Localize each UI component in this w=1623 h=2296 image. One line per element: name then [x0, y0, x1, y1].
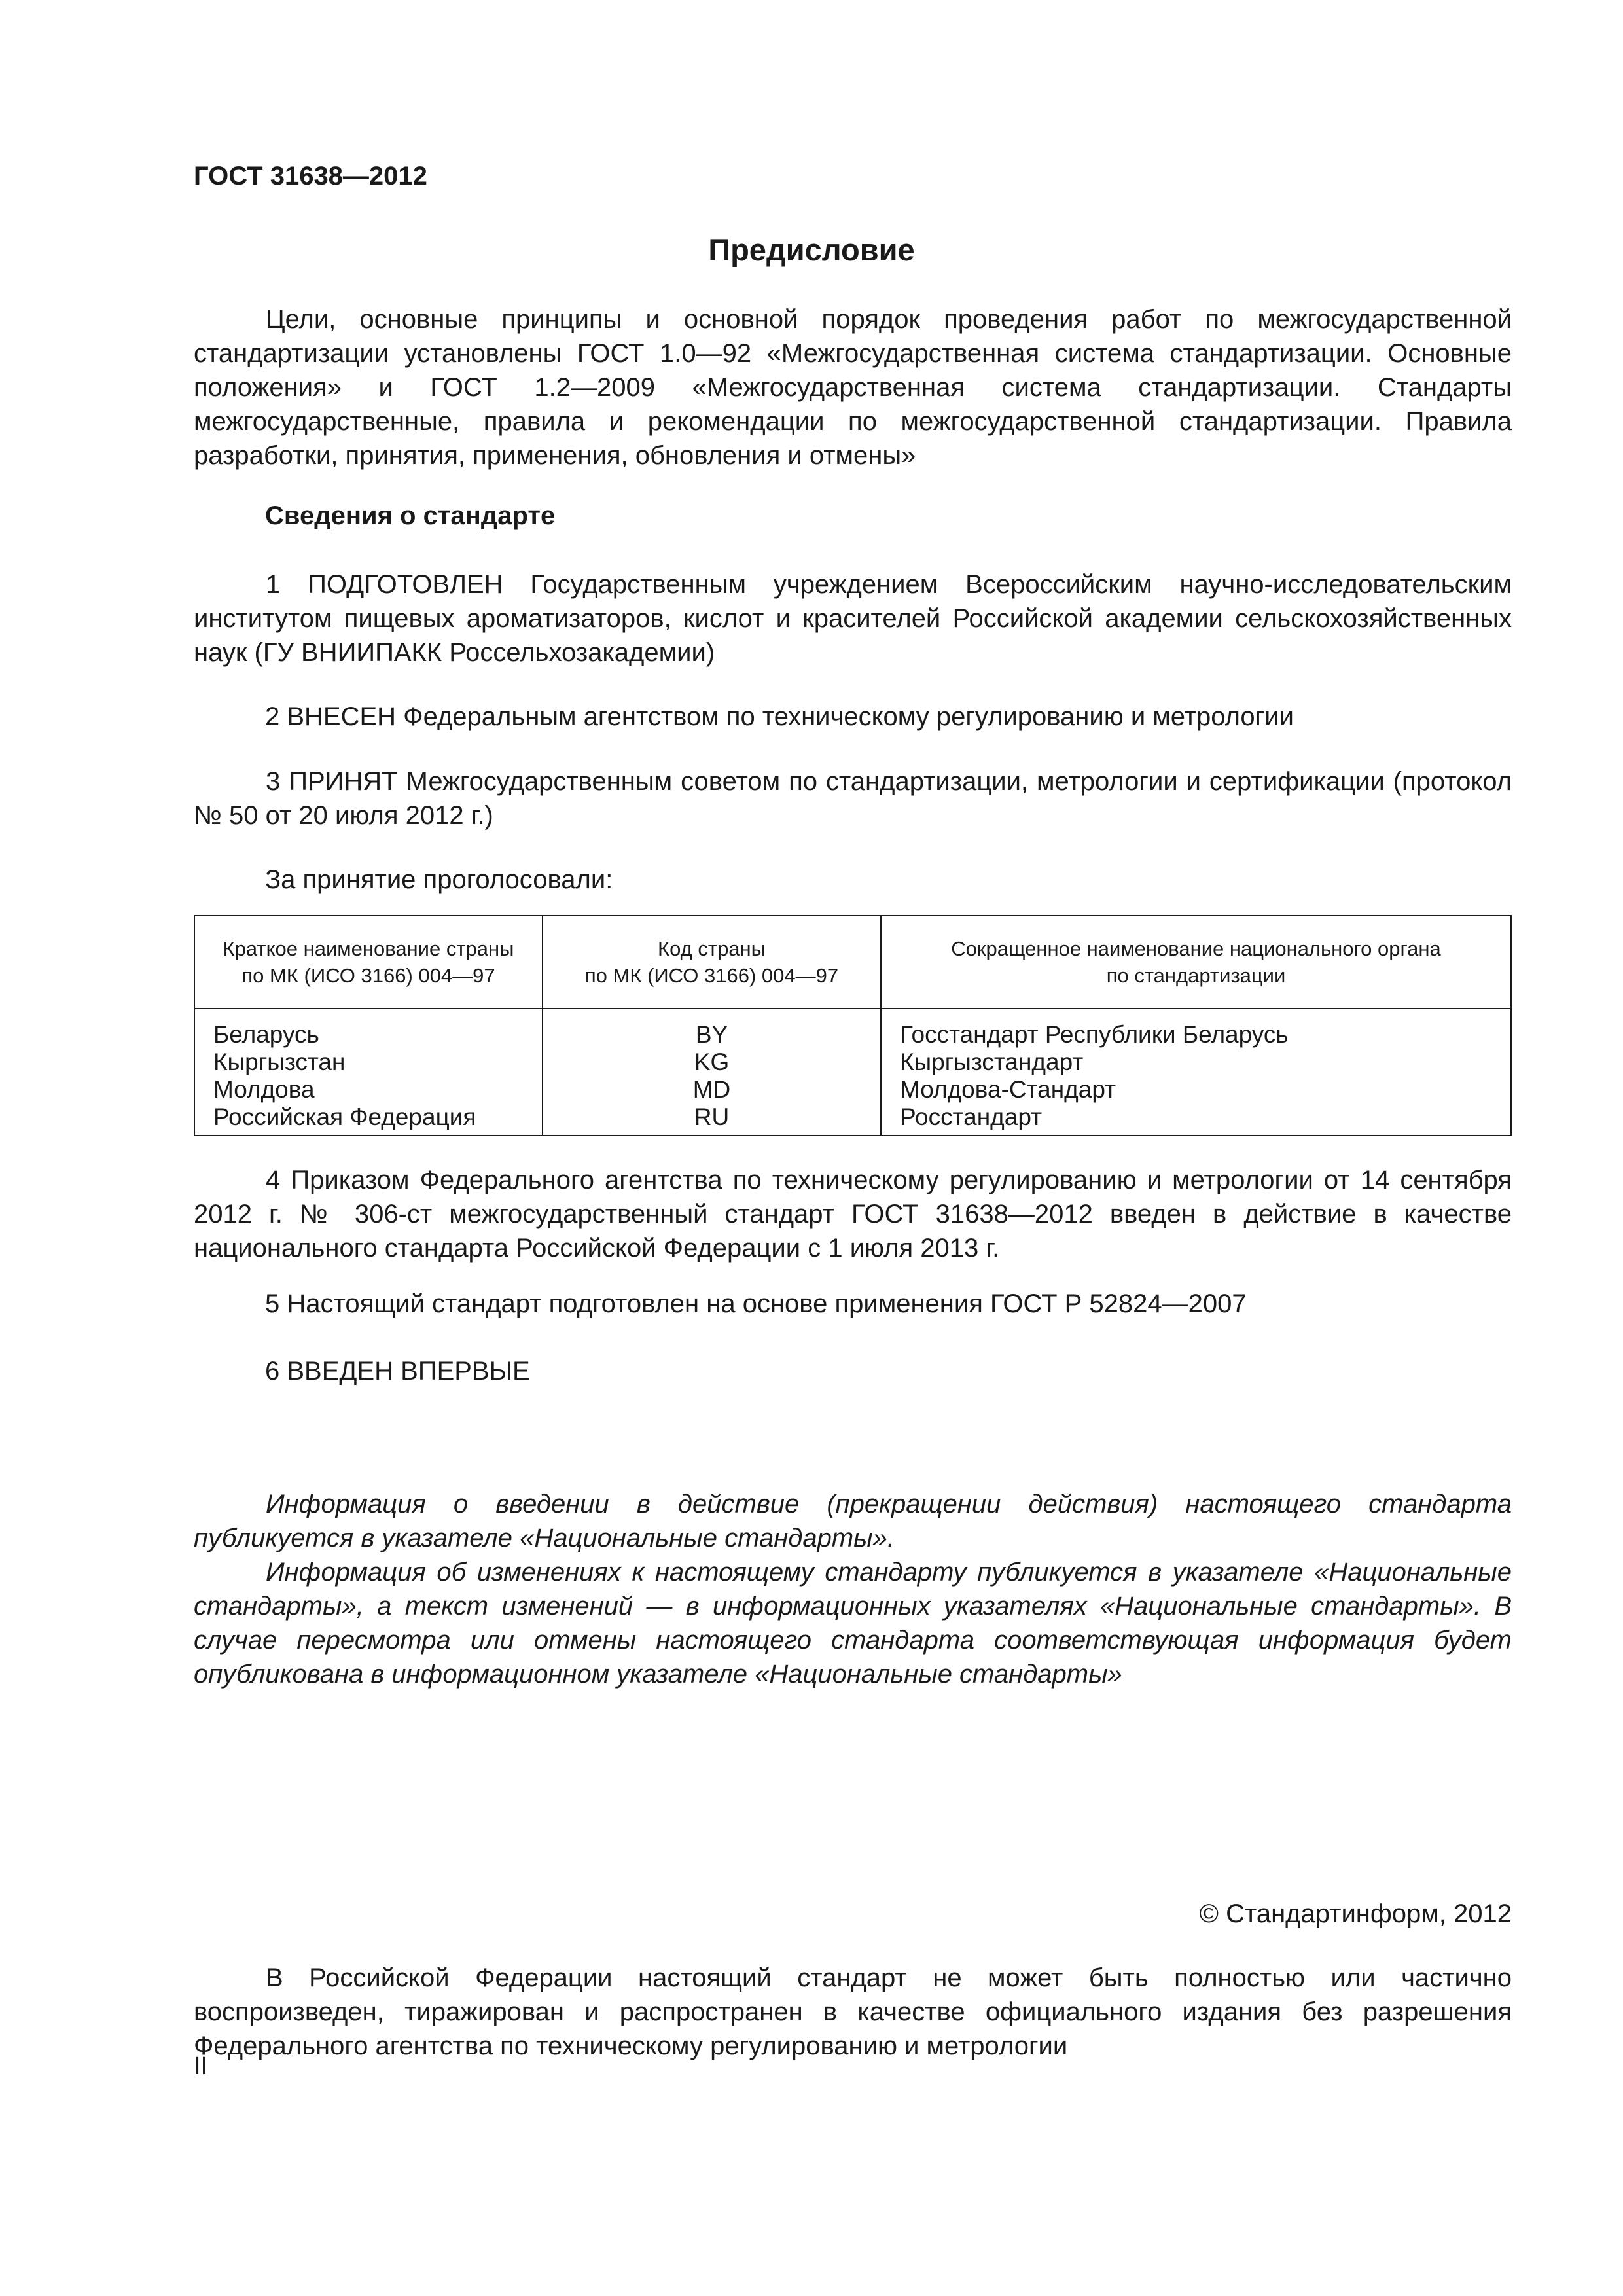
copyright-notice: © Стандартинформ, 2012 — [1199, 1899, 1512, 1928]
item-3-adopted: 3 ПРИНЯТ Межгосударственным советом по стандартизации, метрологии и сертификации (протокол № 50 от 20 июля 2012 г.) — [194, 767, 1512, 830]
item-5-basis: 5 Настоящий стандарт подготовлен на основе применения ГОСТ Р 52824—2007 — [265, 1289, 1247, 1318]
info-publication-paragraph: Информация о введении в действие (прекращении действия) настоящего стандарта публикуется в указателе «Национальные стандарты». — [194, 1490, 1512, 1552]
table-cell: Молдова-Стандарт — [900, 1076, 1116, 1103]
table-cell: Российская Федерация — [213, 1103, 476, 1130]
section-heading: Сведения о стандарте — [265, 501, 556, 530]
page-title: Предисловие — [708, 232, 915, 267]
table-cell: Госстандарт Республики Беларусь — [900, 1021, 1289, 1048]
table-cell: Росстандарт — [900, 1103, 1043, 1130]
table-cell: Кыргызстандарт — [900, 1049, 1084, 1075]
voted-label: За принятие проголосовали: — [265, 865, 613, 894]
item-4-order: 4 Приказом Федерального агентства по техническому регулированию и метрологии от 14 сентября 2012 г. № 306-ст межгосударственный стандарт ГОСТ 31638—2012 введен в действие в качестве национального стандарта Российской Федерации с 1 июля 2013 г. — [194, 1166, 1512, 1263]
item-6-introduced: 6 ВВЕДЕН ВПЕРВЫЕ — [265, 1357, 530, 1386]
header-country-name: Краткое наименование страны по МК (ИСО 3166) 004—97 — [194, 916, 543, 1009]
item-1-prepared: 1 ПОДГОТОВЛЕН Государственным учреждением Всероссийским научно-исследовательским институтом пищевых ароматизаторов, кислот и красителей Российской академии сельскохозяйственных наук (ГУ ВНИИПАКК Россельхозакадемии) — [194, 570, 1512, 667]
header-country-code: Код страны по МК (ИСО 3166) 004—97 — [543, 916, 881, 1009]
document-code: ГОСТ 31638—2012 — [194, 162, 427, 190]
voting-table — [194, 915, 1512, 1136]
intro-paragraph: Цели, основные принципы и основной порядок проведения работ по межгосударственной стандартизации установлены ГОСТ 1.0—92 «Межгосударственная система стандартизации. Основные положения» и ГОСТ 1.2—2009 «Межгосударственная система стандартизации. Стандарты межгосударственные, правила и рекомендации по межгосударственной стандартизации. Правила разработки, принятия, применения, обновления и отмены» — [194, 305, 1512, 470]
table-header-row — [194, 916, 1511, 1009]
legal-notice: В Российской Федерации настоящий стандарт не может быть полностью или частично воспроизведен, тиражирован и распространен в качестве официального издания без разрешения Федерального агентства по техническому регулированию и метрологии — [194, 1964, 1512, 2060]
table-cell: RU — [694, 1103, 730, 1130]
table-cell: MD — [692, 1076, 731, 1103]
header-national-body: Сокращенное наименование национального органа по стандартизации — [881, 916, 1511, 1009]
item-2-submitted: 2 ВНЕСЕН Федеральным агентством по техническому регулированию и метрологии — [265, 702, 1294, 731]
table-cell: Молдова — [213, 1076, 315, 1103]
table-cell: KG — [694, 1049, 730, 1075]
table-cell: BY — [695, 1021, 728, 1048]
country-names-cell — [194, 1009, 543, 1136]
table-cell: Беларусь — [213, 1021, 319, 1048]
country-codes-cell — [543, 1009, 881, 1136]
table-body-row — [194, 1009, 1511, 1136]
info-changes-paragraph: Информация об изменениях к настоящему стандарту публикуется в указателе «Национальные стандарты», а текст изменений — в информационных указателях «Национальные стандарты». В случае пересмотра или отмены настоящего стандарта соответствующая информация будет опубликована в информационном указателе «Национальные стандарты» — [194, 1558, 1512, 1689]
page-number: II — [194, 2053, 208, 2080]
table-cell: Кыргызстан — [213, 1049, 346, 1075]
national-bodies-cell — [881, 1009, 1511, 1136]
